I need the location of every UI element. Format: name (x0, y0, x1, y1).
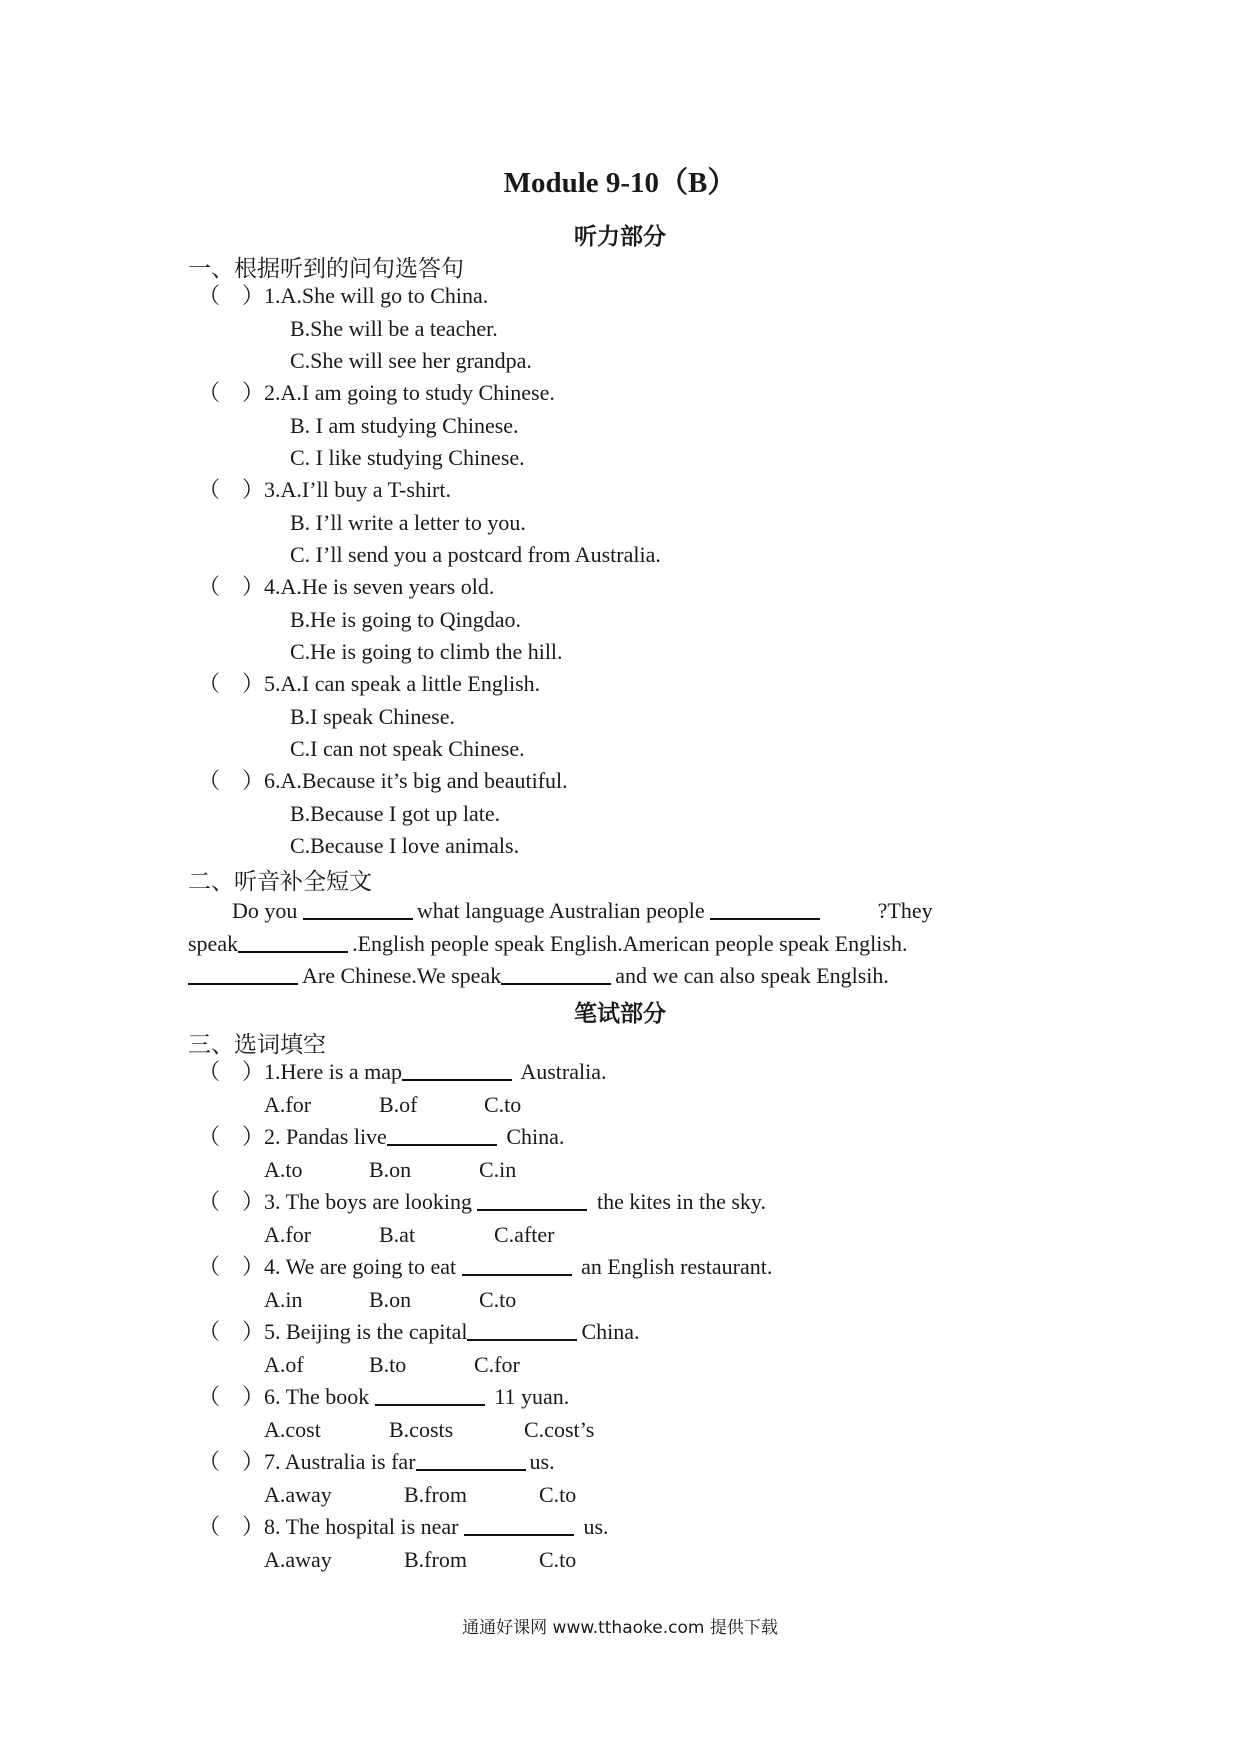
answer-option: B.on (369, 1286, 412, 1312)
listening-question-4: （ ）4.A.He is seven years old. B.He is going to Qingdao. C.He is going to climb the hill. (198, 571, 1098, 669)
fill-question-1: （ ）1.Here is a map Australia. A.for B.of C.to (198, 1056, 1098, 1121)
answer-paren: （ ） (198, 1384, 265, 1409)
answer-option: B.on (369, 1156, 412, 1182)
footer-credit: 通通好课网 www.tthaoke.com 提供下载 (462, 1618, 778, 1638)
answer-option: C.in (479, 1156, 517, 1182)
answer-option: B.at (379, 1221, 416, 1247)
answer-option: A.in (264, 1286, 303, 1312)
fill-blank[interactable] (188, 963, 298, 985)
answer-paren: （ ） (198, 477, 265, 502)
answer-option: C.to (539, 1546, 577, 1572)
fill-question-3: （ ）3. The boys are looking the kites in the sky. A.for B.at C.after (198, 1186, 1098, 1251)
answer-paren: （ ） (198, 1254, 265, 1279)
answer-paren: （ ） (198, 574, 265, 599)
section2-heading: 二、听音补全短文 (188, 869, 372, 895)
section3-heading: 三、选词填空 (188, 1032, 326, 1058)
writing-heading: 笔试部分 (574, 1001, 666, 1027)
answer-option: A.for (264, 1221, 312, 1247)
answer-option: A.of (264, 1351, 304, 1377)
fill-blank[interactable] (402, 1059, 512, 1081)
answer-paren: （ ） (198, 380, 265, 405)
answer-paren: （ ） (198, 671, 265, 696)
fill-blank[interactable] (375, 1384, 485, 1406)
answer-paren: （ ） (198, 1449, 265, 1474)
answer-option: A.to (264, 1156, 303, 1182)
fill-question-8: （ ）8. The hospital is near us. A.away B.from C.to (198, 1511, 1098, 1576)
answer-option: B.to (369, 1351, 407, 1377)
answer-option: B.costs (389, 1416, 454, 1442)
answer-option: C.for (474, 1351, 520, 1377)
page-title: Module 9-10（B） (503, 167, 737, 199)
answer-option: C.to (539, 1481, 577, 1507)
fill-blank[interactable] (464, 1514, 574, 1536)
fill-question-7: （ ）7. Australia is far us. A.away B.from C.to (198, 1446, 1098, 1511)
answer-paren: （ ） (198, 1189, 265, 1214)
listening-question-5: （ ）5.A.I can speak a little English. B.I speak Chinese. C.I can not speak Chinese. (198, 668, 1098, 766)
answer-paren: （ ） (198, 1059, 265, 1084)
fill-question-4: （ ）4. We are going to eat an English restaurant. A.in B.on C.to (198, 1251, 1098, 1316)
answer-option: C.to (484, 1091, 522, 1117)
answer-option: B.from (404, 1481, 467, 1507)
fill-blank[interactable] (238, 931, 348, 953)
listening-question-1: （ ）1.A.She will go to China. B.She will be a teacher. C.She will see her grandpa. (198, 280, 1098, 378)
fill-blank[interactable] (501, 963, 611, 985)
answer-option: C.to (479, 1286, 517, 1312)
answer-option: A.away (264, 1546, 332, 1572)
fill-blank[interactable] (416, 1449, 526, 1471)
answer-option: B.from (404, 1546, 467, 1572)
fill-question-2: （ ）2. Pandas live China. A.to B.on C.in (198, 1121, 1098, 1186)
answer-option: C.cost’s (524, 1416, 595, 1442)
section1-heading: 一、根据听到的问句选答句 (188, 256, 464, 282)
listening-question-6: （ ）6.A.Because it’s big and beautiful. B.Because I got up late. C.Because I love animals. (198, 765, 1098, 863)
cloze-passage: Do you what language Australian people ?They speak .English people speak English.American people speak English. Are Chinese.We speak and we can also speak Englsih. (188, 898, 933, 988)
fill-blank[interactable] (462, 1254, 572, 1276)
listening-question-2: （ ）2.A.I am going to study Chinese. B. I am studying Chinese. C. I like studying Chinese. (198, 377, 1098, 475)
fill-blank[interactable] (710, 898, 820, 920)
answer-paren: （ ） (198, 1514, 265, 1539)
answer-paren: （ ） (198, 768, 265, 793)
answer-paren: （ ） (198, 283, 265, 308)
fill-blank[interactable] (477, 1189, 587, 1211)
listening-heading: 听力部分 (574, 224, 666, 250)
fill-blank[interactable] (387, 1124, 497, 1146)
fill-blank[interactable] (303, 898, 413, 920)
answer-option: A.cost (264, 1416, 321, 1442)
fill-question-6: （ ）6. The book 11 yuan. A.cost B.costs C.cost’s (198, 1381, 1098, 1446)
answer-option: B.of (379, 1091, 418, 1117)
fill-question-5: （ ）5. Beijing is the capital China. A.of B.to C.for (198, 1316, 1098, 1381)
listening-question-3: （ ）3.A.I’ll buy a T-shirt. B. I’ll write a letter to you. C. I’ll send you a postcard from Australia. (198, 474, 1098, 572)
fill-blank[interactable] (467, 1319, 577, 1341)
answer-option: A.for (264, 1091, 312, 1117)
answer-option: A.away (264, 1481, 332, 1507)
answer-paren: （ ） (198, 1124, 265, 1149)
answer-paren: （ ） (198, 1319, 265, 1344)
answer-option: C.after (494, 1221, 555, 1247)
